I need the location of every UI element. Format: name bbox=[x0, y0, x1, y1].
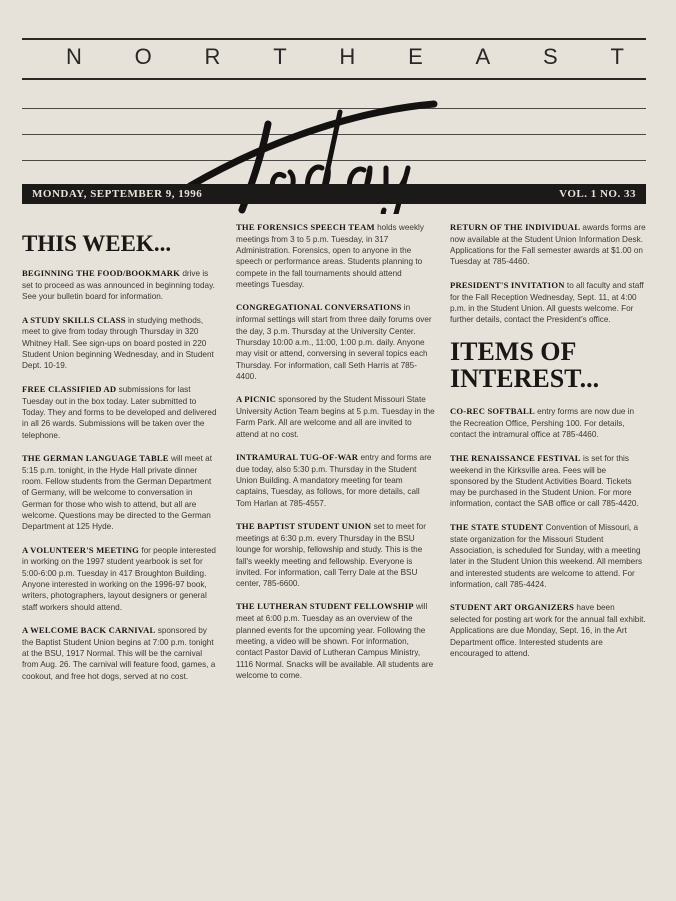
news-item bbox=[450, 222, 646, 268]
column-2 bbox=[236, 222, 436, 693]
news-item bbox=[236, 222, 436, 290]
item-lead: THE STATE STUDENT bbox=[450, 521, 544, 532]
brand-letter: E bbox=[408, 44, 425, 69]
item-text: entry forms are now due in the Recreation Office, Pershing 100. For details, contact the intramural office at 785-4460. bbox=[450, 407, 635, 440]
masthead bbox=[22, 34, 646, 184]
news-item bbox=[450, 280, 646, 326]
item-lead: THE GERMAN LANGUAGE TABLE bbox=[22, 452, 169, 463]
item-text: sponsored by the Student Missouri State University Action Team begins at 5 p.m. Tuesday in the Farm Park. All are welcome and all are invited to attend at no cost. bbox=[236, 395, 435, 439]
dateline-bar bbox=[22, 184, 646, 204]
item-lead: A PICNIC bbox=[236, 394, 277, 405]
news-item bbox=[450, 602, 646, 659]
item-lead: CO-REC SOFTBALL bbox=[450, 406, 535, 417]
item-text: entry and forms are due today, also 5:30 p.m. Thursday in the Student Union Building. A mandatory meeting for team captains, Tuesday, as follows, for more details, call Tom Harlan at 785-4557. bbox=[236, 452, 432, 508]
brand-letter: N bbox=[66, 44, 84, 69]
news-item bbox=[22, 315, 218, 372]
news-item bbox=[236, 521, 436, 589]
this-week-heading: THIS WEEK... bbox=[22, 231, 172, 256]
item-text: for people interested in working on the 1997 student yearbook is set for 5:00-6:00 p.m. Tuesday in 417 Broughton Building. Anyone interested in working on the 1996-97 book, writers, photographers, layout designers or general staff workers should attend. bbox=[22, 545, 216, 612]
masthead-rule bbox=[22, 38, 646, 40]
item-text: have been selected for posting art work for the annual fall exhibit. Applications are due Monday, Sept. 16, in the Art Department office. Interested students are encouraged to attend. bbox=[450, 603, 646, 658]
news-item bbox=[236, 394, 436, 440]
issue-volume: VOL. 1 NO. 33 bbox=[559, 188, 636, 200]
item-lead: A VOLUNTEER'S MEETING bbox=[22, 544, 140, 555]
news-item bbox=[22, 268, 218, 302]
item-text: holds weekly meetings from 3 to 5 p.m. Tuesday, in 317 Administration. Forensics, open to anyone in the speech or performance areas. Students planning to compete in the fall tournaments should attend meetings Tuesday. bbox=[236, 223, 424, 290]
news-item bbox=[236, 302, 436, 382]
column-1 bbox=[22, 222, 218, 694]
brand-letter: T bbox=[610, 44, 626, 69]
item-lead: THE FORENSICS SPEECH TEAM bbox=[236, 222, 375, 232]
items-of-interest-heading: ITEMS OF INTEREST... bbox=[450, 336, 600, 393]
item-lead: BEGINNING THE FOOD/BOOKMARK bbox=[22, 268, 181, 279]
issue-date: MONDAY, SEPTEMBER 9, 1996 bbox=[32, 188, 203, 200]
news-item bbox=[22, 625, 218, 682]
news-item bbox=[22, 453, 218, 533]
item-text: will meet at 5:15 p.m. tonight, in the Hyde Hall private dinner room. Fellow students from the German Department of Germany, will be welcome to conversation in German for those who wish to attend, but all are welcome. Questions may be directed to the German Department at 125 Hyde. bbox=[22, 453, 212, 532]
item-text: submissions for last Tuesday out in the box today. Later submitted to Today. They and forms to be developed and delivered in all 26 wards. Submissions will be taken over the telephone. bbox=[22, 384, 217, 440]
brand-letter: H bbox=[339, 44, 358, 69]
item-lead: RETURN OF THE INDIVIDUAL bbox=[450, 222, 581, 232]
news-item bbox=[450, 522, 646, 590]
item-lead: CONGREGATIONAL CONVERSATIONS bbox=[236, 302, 402, 313]
item-text: in studying methods, meet to give from today through Thursday in 320 Whitney Hall. See sign-ups on board posted in 220 Student Union beginning Wednesday, and in Student Dept. 10-19. bbox=[22, 315, 214, 371]
item-text: to all faculty and staff for the Fall Reception Wednesday, Sept. 11, at 4:00 p.m. in the Student Union. All guests welcome. For further details, contact the President's office. bbox=[450, 280, 644, 325]
item-lead: PRESIDENT'S INVITATION bbox=[450, 279, 565, 290]
news-item bbox=[22, 545, 218, 613]
item-lead: A STUDY SKILLS CLASS bbox=[22, 314, 126, 325]
item-text: drive is set to proceed as was announced in beginning today. See your bulletin board for information. bbox=[22, 269, 215, 302]
item-lead: THE RENAISSANCE FESTIVAL bbox=[450, 452, 581, 463]
column-3 bbox=[450, 222, 646, 671]
news-item bbox=[22, 384, 218, 441]
item-lead: STUDENT ART ORGANIZERS bbox=[450, 602, 575, 613]
item-text: set to meet for meetings at 6:30 p.m. every Thursday in the BSU lounge for worship, fellowship and study. This is the fall's weekly meeting and fellowship. Everyone is invited. For information, call Terry Dale at the BSU center, 785-6600. bbox=[236, 522, 426, 589]
brand-letter: A bbox=[475, 44, 493, 69]
brand-letter: T bbox=[273, 44, 289, 69]
brand-letter: S bbox=[542, 44, 560, 69]
item-lead: FREE CLASSIFIED AD bbox=[22, 383, 117, 394]
item-text: in informal settings will start from three daily forums over the day, 3 p.m. Thursday at the University Center. Thursday 10:00 a.m., 11:00, 1:00 p.m. daily. Anyone may visit or attend, conversing in several topics each Thursday. For information, call Seth Harris at 785-4400. bbox=[236, 303, 432, 381]
news-item bbox=[236, 452, 436, 509]
brand-letter: O bbox=[134, 44, 154, 69]
brand-letter: R bbox=[204, 44, 223, 69]
item-text: Convention of Missouri, a state organization for the Missouri Student Association, is scheduled for Sunday, with a meeting later in the Student Union this weekend. All members and interested students are welcome to attend. For information, call 785-4424. bbox=[450, 522, 643, 589]
item-lead: THE BAPTIST STUDENT UNION bbox=[236, 521, 372, 532]
item-text: will meet at 6:00 p.m. Tuesday as an overview of the planned events for the upcoming year. Following the meeting, a video will be shown. For information, contact Pastor David of Lutheran Campus Ministry, 1116 Normal. Snacks will be available. All students are welcome to come. bbox=[236, 602, 434, 680]
item-text: sponsored by the Baptist Student Union begins at 7:00 p.m. tonight at the BSU, 1917 Normal. This will be the carnival from Aug. 26. The carnival will feature food, games, a cookout, and free hot dogs, served at no cost. bbox=[22, 626, 216, 681]
item-lead: INTRAMURAL TUG-OF-WAR bbox=[236, 451, 359, 462]
item-lead: A WELCOME BACK CARNIVAL bbox=[22, 625, 156, 635]
news-item bbox=[450, 406, 646, 440]
news-item bbox=[236, 601, 436, 681]
item-text: is set for this weekend in the Kirksville area. Fees will be sponsored by the Student Activities Board. Tickets may be purchased in the Student Union. For more information, contact the SAB office or call 785-4420. bbox=[450, 453, 639, 509]
item-text: awards forms are now available at the Student Union Information Desk. Applications for the Fall semester awards at $1.00 on Tuesday at 785-4460. bbox=[450, 223, 646, 267]
news-item bbox=[450, 453, 646, 510]
item-lead: THE LUTHERAN STUDENT FELLOWSHIP bbox=[236, 601, 414, 612]
